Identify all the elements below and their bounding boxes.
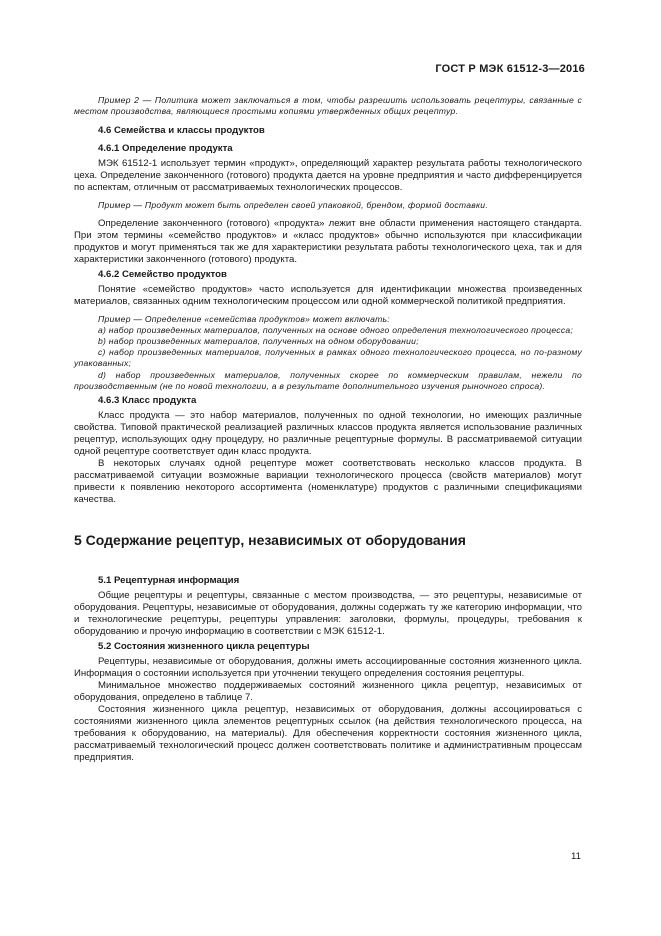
para-5-2-b: Минимальное множество поддерживаемых состояний жизненного цикла рецептур, независимых от оборудования, определено в таблице 7.: [74, 680, 582, 704]
heading-4-6-1: 4.6.1 Определение продукта: [98, 143, 233, 155]
heading-4-6: 4.6 Семейства и классы продуктов: [98, 125, 265, 137]
example-family-b: b) набор произведенных материалов, полученных на одном оборудовании;: [98, 336, 419, 347]
para-4-6-1-b: Определение законченного (готового) «продукта» лежит вне области применения настоящего стандарта. При этом термины «семейство продуктов» и «класс продуктов» обычно используются при классификации продуктов и могут применяться так же для характеристики результата работы технологического цеха, так и для характеристики законченного (готового) продукта.: [74, 217, 582, 265]
heading-section-5: 5 Содержание рецептур, независимых от оборудования: [74, 532, 466, 549]
para-5-1: Общие рецептуры и рецептуры, связанные с местом производства, — это рецептуры, независимые от оборудования. Рецептуры, независимые от оборудования, должны содержать ту же категорию информации, что и технологические рецептуры, рецептуры управления: заголовки, формулы, процедуры, требования к оборудованию и прочую информацию в соответствии с МЭК 61512-1.: [74, 590, 582, 638]
heading-5-1: 5.1 Рецептурная информация: [98, 575, 240, 587]
para-4-6-2: Понятие «семейство продуктов» часто используется для идентификации множества произведенных материалов, связанных одним технологическим процессом или одной коммерческой политикой предприятия.: [74, 283, 582, 307]
example-2: Пример 2 — Политика может заключаться в том, чтобы разрешить использовать рецептуры, связанные с местом производства, являющиеся простыми копиями утвержденных общих рецептур.: [74, 95, 582, 117]
para-4-6-3-a: Класс продукта — это набор материалов, полученных по одной технологии, но имеющих различные свойства. Типовой практической реализацией различных классов продукта является использование различных рецептур, использующих одну процедуру, но различные рецептурные формулы. В рассматриваемой ситуации одной рецептуре соответствует один класс продукта.: [74, 410, 582, 458]
para-4-6-3-b: В некоторых случаях одной рецептуре может соответствовать несколько классов продукта. В рассматриваемой ситуации возможные вариации технологического процесса (свойств материалов) могут привести к появлению некоторого ассортимента (номенклатуре) продуктов с различными спецификациями качества.: [74, 458, 582, 506]
heading-4-6-2: 4.6.2 Семейство продуктов: [98, 268, 227, 280]
example-family-intro: Пример — Определение «семейства продуктов» может включать:: [98, 313, 390, 324]
page-number: 11: [571, 851, 581, 862]
para-5-2-c: Состояния жизненного цикла рецептур, независимых от оборудования, должны ассоциироваться с состояниями жизненного цикла элементов рецептурных ссылок (на действия технологического процесса, на требования к оборудованию, на материалы). Для обеспечения корректности состояния жизненного цикла, рассматриваемый технологический процесс должен соответствовать политике и административным процессам предприятия.: [74, 704, 582, 764]
example-family-c: c) набор произведенных материалов, полученных в рамках одного технологического процесса, но по-разному упакованных;: [74, 347, 582, 369]
example-product: Пример — Продукт может быть определен своей упаковкой, брендом, формой доставки.: [98, 200, 488, 211]
heading-5-2: 5.2 Состояния жизненного цикла рецептуры: [98, 641, 310, 653]
para-4-6-1-a: МЭК 61512-1 использует термин «продукт», определяющий характер результата работы технологического цеха. Определение законченного (готового) продукта дается на уровне предприятия и часто дифференцируется по аспектам, отличным от рассматриваемых технологических процессов.: [74, 158, 582, 194]
example-family-d: d) набор произведенных материалов, полученных скорее по коммерческим правилам, нежели по производственным (не по новой технологии, а в результате дополнительного изучения рыночного спроса).: [74, 369, 582, 391]
page-body: [74, 95, 582, 764]
example-family-a: a) набор произведенных материалов, полученных на основе одного определения технологического процесса;: [98, 324, 574, 335]
standard-header: ГОСТ Р МЭК 61512-3—2016: [435, 63, 585, 75]
heading-4-6-3: 4.6.3 Класс продукта: [98, 395, 197, 407]
para-5-2-a: Рецептуры, независимые от оборудования, должны иметь ассоциированные состояния жизненного цикла. Информация о состоянии используется при уточнении текущего определения состояния рецептуры.: [74, 656, 582, 680]
